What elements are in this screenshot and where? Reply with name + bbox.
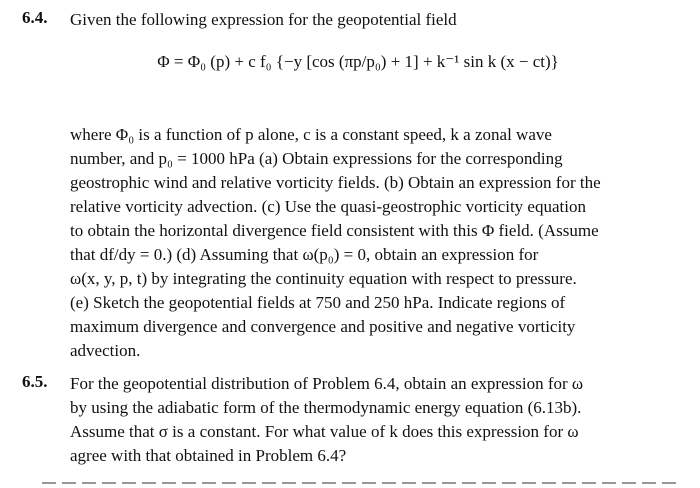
text-line: relative vorticity advection. (c) Use the quasi-geostrophic vorticity equation — [70, 197, 586, 216]
text-line: geostrophic wind and relative vorticity fields. (b) Obtain an expression for the — [70, 173, 601, 192]
problem-text — [70, 372, 674, 468]
text-line: advection. — [70, 341, 141, 360]
problem-number: 6.4. — [22, 8, 48, 27]
text-line: (e) Sketch the geopotential fields at 750 and 250 hPa. Indicate regions of — [70, 293, 566, 312]
text-line: where Φ₀ is a function of p alone, c is a constant speed, k a zonal wave — [70, 125, 552, 144]
problem-text — [70, 123, 674, 363]
text-line: agree with that obtained in Problem 6.4? — [70, 446, 347, 465]
text-line: ω(x, y, p, t) by integrating the continuity equation with respect to pressure. — [70, 269, 577, 288]
text-line: that df/dy = 0.) (d) Assuming that ω(p₀) = 0, obtain an expression for — [70, 245, 539, 264]
truncated-next-line — [22, 478, 682, 488]
text-line: number, and p₀ = 1000 hPa (a) Obtain expressions for the corresponding — [70, 149, 563, 168]
problem-number: 6.5. — [22, 372, 48, 391]
text-line: maximum divergence and convergence and positive and negative vorticity — [70, 317, 576, 336]
truncated-text-fragment — [42, 482, 682, 484]
text-line: For the geopotential distribution of Problem 6.4, obtain an expression for ω — [70, 374, 584, 393]
problem-statement: Given the following expression for the geopotential field — [70, 10, 457, 29]
text-line: to obtain the horizontal divergence field consistent with this Φ field. (Assume — [70, 221, 599, 240]
problem-6-5 — [22, 372, 674, 468]
geopotential-equation: Φ = Φ₀ (p) + c f₀ {−y [cos (πp/p₀) + 1] + k⁻¹ sin k (x − ct)} — [157, 52, 559, 71]
problem-6-4 — [22, 8, 674, 360]
text-line: by using the adiabatic form of the thermodynamic energy equation (6.13b). — [70, 398, 582, 417]
text-line: Assume that σ is a constant. For what value of k does this expression for ω — [70, 422, 579, 441]
